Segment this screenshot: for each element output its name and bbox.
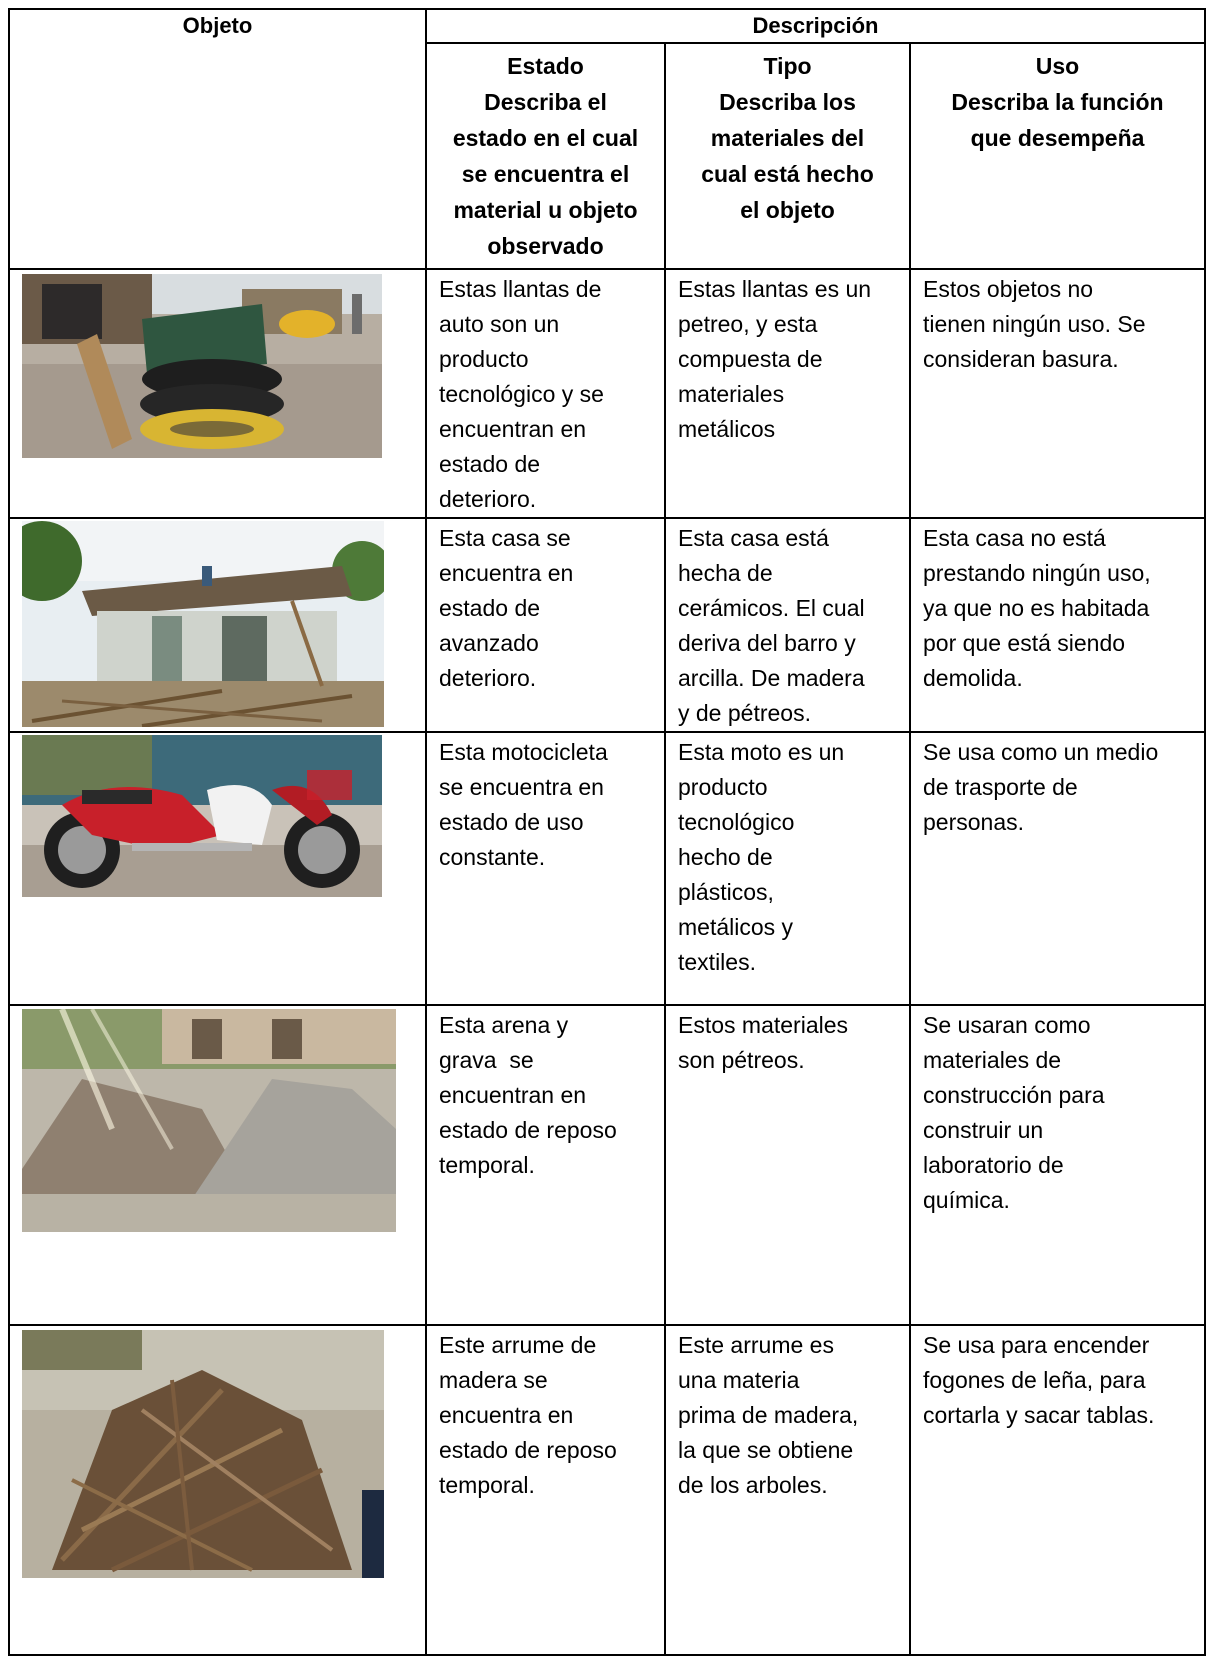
cell-line: producto (678, 774, 768, 800)
objeto-cell (9, 269, 426, 518)
tires-pile-photo (22, 274, 382, 458)
estado-header (426, 43, 665, 269)
objeto-cell (9, 1005, 426, 1325)
tipo-line: el objeto (740, 197, 835, 223)
cell-line: Estas llantas de (439, 276, 602, 302)
header-row (9, 9, 1205, 43)
cell-line: hecha de (678, 560, 773, 586)
red-motorcycle-photo (22, 735, 382, 897)
cell-line: de trasporte de (923, 774, 1078, 800)
cell-line: laboratorio de (923, 1152, 1064, 1178)
uso-line: Describa la función (951, 89, 1164, 115)
estado-cell (426, 1005, 665, 1325)
table-row (9, 1005, 1205, 1325)
tipo-cell (665, 1325, 910, 1655)
estado-cell (426, 518, 665, 732)
cell-line: cortarla y sacar tablas. (923, 1402, 1155, 1428)
materials-table (8, 8, 1206, 1656)
cell-line: se encuentra en (439, 774, 604, 800)
cell-line: metálicos y (678, 914, 794, 940)
cell-line: hecho de (678, 844, 773, 870)
cell-line: materiales (678, 381, 785, 407)
cell-line: estado de (439, 451, 541, 477)
cell-line: compuesta de (678, 346, 823, 372)
table-row (9, 732, 1205, 1005)
cell-line: deriva del barro y (678, 630, 856, 656)
cell-line: textiles. (678, 949, 756, 975)
descripcion-header (426, 9, 1205, 43)
tipo-cell (665, 1005, 910, 1325)
objeto-cell (9, 732, 426, 1005)
cell-line: constante. (439, 844, 546, 870)
table-row (9, 269, 1205, 518)
cell-line: construcción para (923, 1082, 1105, 1108)
estado-cell (426, 732, 665, 1005)
cell-line: estado de reposo (439, 1117, 617, 1143)
cell-line: Se usa para encender (923, 1332, 1150, 1358)
cell-line: y de pétreos. (678, 700, 811, 726)
tipo-title: Tipo (763, 53, 812, 79)
uso-cell (910, 732, 1205, 1005)
cell-line: consideran basura. (923, 346, 1119, 372)
cell-line: estado de uso (439, 809, 584, 835)
estado-line: se encuentra el (461, 161, 630, 187)
cell-line: tienen ningún uso. Se (923, 311, 1146, 337)
cell-line: arcilla. De madera (678, 665, 865, 691)
cell-line: madera se (439, 1367, 548, 1393)
cell-line: la que se obtiene (678, 1437, 854, 1463)
tipo-cell (665, 518, 910, 732)
uso-cell (910, 518, 1205, 732)
cell-line: encuentran en (439, 1082, 587, 1108)
cell-line: fogones de leña, para (923, 1367, 1146, 1393)
cell-line: avanzado (439, 630, 539, 656)
objeto-header (9, 9, 426, 269)
cell-line: química. (923, 1187, 1010, 1213)
cell-line: encuentran en (439, 416, 587, 442)
cell-line: encuentra en (439, 1402, 574, 1428)
cell-line: grava se (439, 1047, 534, 1073)
cell-line: Esta arena y (439, 1012, 569, 1038)
cell-line: Esta casa está (678, 525, 829, 551)
tipo-line: materiales del (710, 125, 865, 151)
cell-line: tecnológico y se (439, 381, 604, 407)
cell-line: petreo, y esta (678, 311, 818, 337)
uso-cell (910, 269, 1205, 518)
objeto-cell (9, 1325, 426, 1655)
cell-line: plásticos, (678, 879, 774, 905)
cell-line: Esta casa no está (923, 525, 1106, 551)
tipo-line: cual está hecho (701, 161, 874, 187)
cell-line: Este arrume de (439, 1332, 597, 1358)
uso-cell (910, 1005, 1205, 1325)
cell-line: estado de (439, 595, 541, 621)
objeto-header-label: Objeto (182, 13, 253, 38)
cell-line: Se usa como un medio (923, 739, 1159, 765)
cell-line: prestando ningún uso, (923, 560, 1151, 586)
cell-line: temporal. (439, 1152, 535, 1178)
cell-line: Este arrume es (678, 1332, 834, 1358)
cell-line: demolida. (923, 665, 1023, 691)
uso-header (910, 43, 1205, 269)
cell-line: ya que no es habitada (923, 595, 1150, 621)
cell-line: Estos materiales (678, 1012, 849, 1038)
estado-line: observado (487, 233, 604, 259)
demolished-house-photo (22, 521, 384, 727)
tipo-cell (665, 269, 910, 518)
uso-title: Uso (1035, 53, 1080, 79)
cell-line: Esta casa se (439, 525, 571, 551)
tipo-header (665, 43, 910, 269)
cell-line: deterioro. (439, 486, 537, 512)
cell-line: auto son un (439, 311, 560, 337)
estado-line: estado en el cual (452, 125, 639, 151)
estado-cell (426, 269, 665, 518)
objeto-cell (9, 518, 426, 732)
estado-cell (426, 1325, 665, 1655)
cell-line: tecnológico (678, 809, 795, 835)
cell-line: de los arboles. (678, 1472, 828, 1498)
table-row (9, 518, 1205, 732)
cell-line: personas. (923, 809, 1025, 835)
cell-line: prima de madera, (678, 1402, 859, 1428)
table-row (9, 1325, 1205, 1655)
cell-line: construir un (923, 1117, 1044, 1143)
cell-line: temporal. (439, 1472, 535, 1498)
cell-line: deterioro. (439, 665, 537, 691)
cell-line: producto (439, 346, 529, 372)
uso-line: que desempeña (970, 125, 1145, 151)
cell-line: materiales de (923, 1047, 1062, 1073)
cell-line: cerámicos. El cual (678, 595, 865, 621)
estado-title: Estado (507, 53, 584, 79)
cell-line: Esta motocicleta (439, 739, 608, 765)
cell-line: estado de reposo (439, 1437, 617, 1463)
cell-line: metálicos (678, 416, 776, 442)
descripcion-header-label: Descripción (752, 13, 879, 38)
estado-line: Describa el (484, 89, 607, 115)
cell-line: Se usaran como (923, 1012, 1091, 1038)
cell-line: Estos objetos no (923, 276, 1094, 302)
cell-line: encuentra en (439, 560, 574, 586)
firewood-pile-photo (22, 1330, 384, 1578)
tipo-cell (665, 732, 910, 1005)
cell-line: por que está siendo (923, 630, 1126, 656)
cell-line: una materia (678, 1367, 800, 1393)
cell-line: son pétreos. (678, 1047, 805, 1073)
estado-line: material u objeto (453, 197, 638, 223)
sand-gravel-photo (22, 1009, 396, 1232)
uso-cell (910, 1325, 1205, 1655)
cell-line: Estas llantas es un (678, 276, 872, 302)
tipo-line: Describa los (719, 89, 856, 115)
cell-line: Esta moto es un (678, 739, 845, 765)
